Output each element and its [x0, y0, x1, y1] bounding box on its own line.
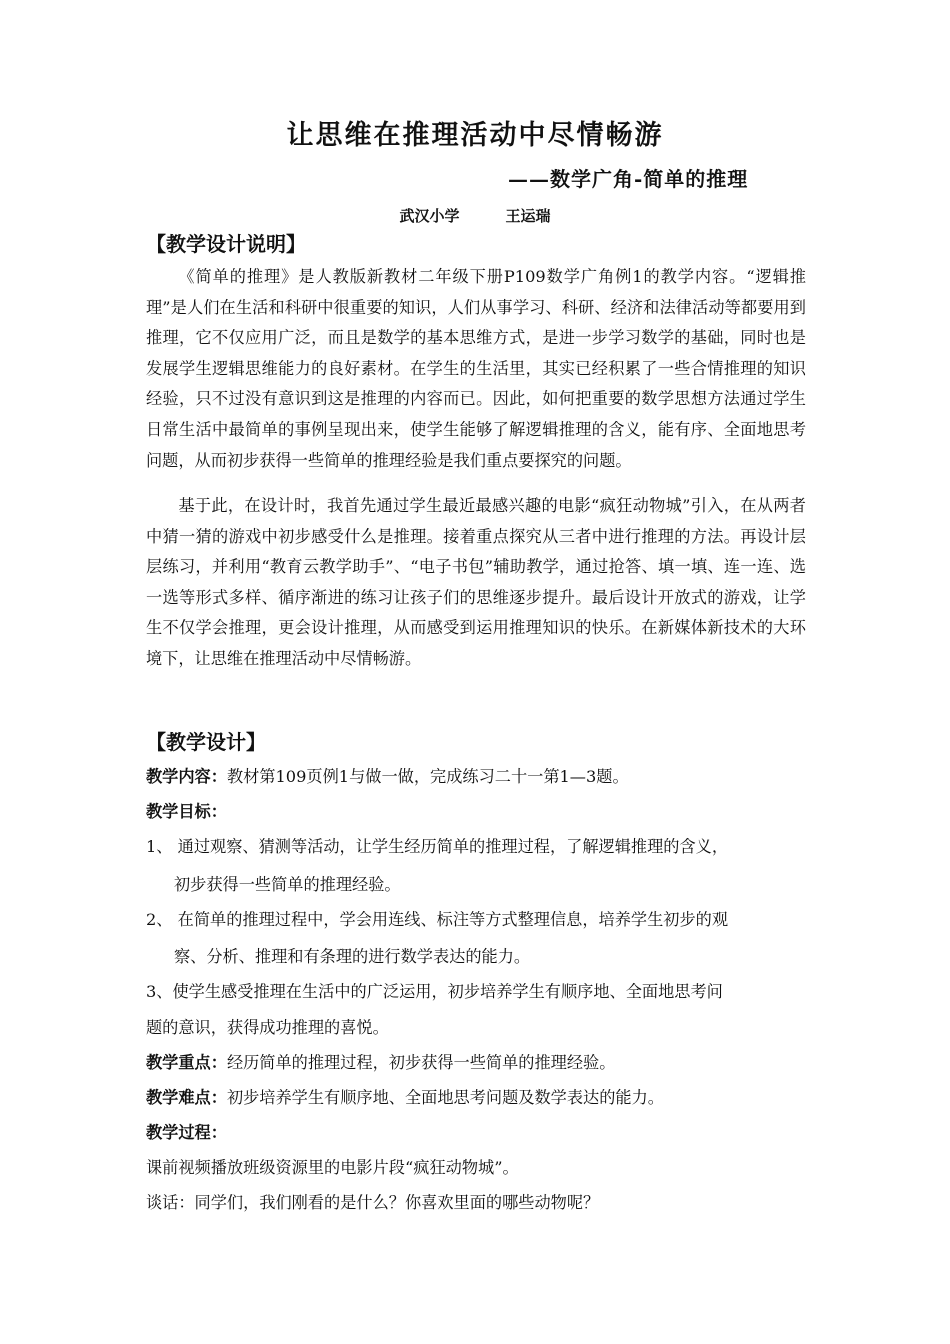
- teaching-process-label: 教学过程：: [146, 1123, 227, 1142]
- goal-1-line-2: 初步获得一些简单的推理经验。: [174, 875, 401, 894]
- goal-3-line-1: 3、使学生感受推理在生活中的广泛运用，初步培养学生有顺序地、全面地思考问: [146, 982, 723, 1001]
- document-title: 让思维在推理活动中尽情畅游: [286, 120, 664, 151]
- author-school: 武汉小学: [399, 207, 460, 225]
- key-point-row: [146, 1045, 814, 1081]
- difficulty-text: 初步培养学生有顺序地、全面地思考问题及数学表达的能力。: [226, 1088, 664, 1107]
- document-subtitle: ——数学广角-简单的推理: [508, 167, 749, 191]
- key-point-text: 经历简单的推理过程，初步获得一些简单的推理经验。: [226, 1053, 616, 1072]
- process-line-1: 课前视频播放班级资源里的电影片段“疯狂动物城”。: [146, 1158, 519, 1177]
- section-heading-design-note: 【教学设计说明】: [146, 232, 306, 256]
- difficulty-label: 教学难点：: [146, 1088, 227, 1107]
- author-line: [0, 203, 950, 229]
- teaching-content-label: 教学内容：: [146, 767, 227, 786]
- teaching-content-row: [146, 759, 814, 795]
- goal-3-line-2: 题的意识，获得成功推理的喜悦。: [146, 1018, 389, 1037]
- section-heading-design: 【教学设计】: [146, 730, 266, 754]
- design-note-paragraph-1: 《简单的推理》是人教版新教材二年级下册P109数学广角例1的教学内容。“逻辑推理”是人们在生活和科研中很重要的知识，人们从事学习、科研、经济和法律活动等都要用到推理，它不仅应用广泛，而且是数学的基本思维方式，是进一步学习数学的基础，同时也是发展学生逻辑思维能力的良好素材。在学生的生活里，其实已经积累了一些合情推理的知识经验，只不过没有意识到这是推理的内容而已。因此，如何把重要的数学思想方法通过学生日常生活中最简单的事例呈现出来，使学生能够了解逻辑推理的含义，能有序、全面地思考问题，从而初步获得一些简单的推理经验是我们重点要探究的问题。: [146, 267, 806, 470]
- author-name: 王运瑞: [505, 207, 551, 225]
- teaching-process-label-row: [146, 1115, 814, 1151]
- goal-2-line-2: 察、分析、推理和有条理的进行数学表达的能力。: [174, 947, 531, 966]
- goal-1-line-1: 1、 通过观察、猜测等活动，让学生经历简单的推理过程，了解逻辑推理的含义，: [146, 837, 729, 856]
- difficulty-row: [146, 1080, 814, 1116]
- teaching-goals-label: 教学目标：: [146, 802, 227, 821]
- key-point-label: 教学重点：: [146, 1053, 227, 1072]
- process-line-2: 谈话：同学们，我们刚看的是什么？你喜欢里面的哪些动物呢？: [146, 1193, 600, 1212]
- design-note-paragraph-2: 基于此，在设计时，我首先通过学生最近最感兴趣的电影“疯狂动物城”引入，在从两者中猜一猜的游戏中初步感受什么是推理。接着重点探究从三者中进行推理的方法。再设计层层练习，并利用“教育云教学助手”、“电子书包”辅助教学，通过抢答、填一填、连一连、选一选等形式多样、循序渐进的练习让孩子们的思维逐步提升。最后设计开放式的游戏，让学生不仅学会推理，更会设计推理，从而感受到运用推理知识的快乐。在新媒体新技术的大环境下，让思维在推理活动中尽情畅游。: [146, 496, 806, 668]
- teaching-content-text: 教材第109页例1与做一做，完成练习二十一第1—3题。: [226, 767, 629, 786]
- teaching-goals-label-row: [146, 794, 814, 830]
- goal-2-line-1: 2、 在简单的推理过程中，学会用连线、标注等方式整理信息，培养学生初步的观: [146, 910, 729, 929]
